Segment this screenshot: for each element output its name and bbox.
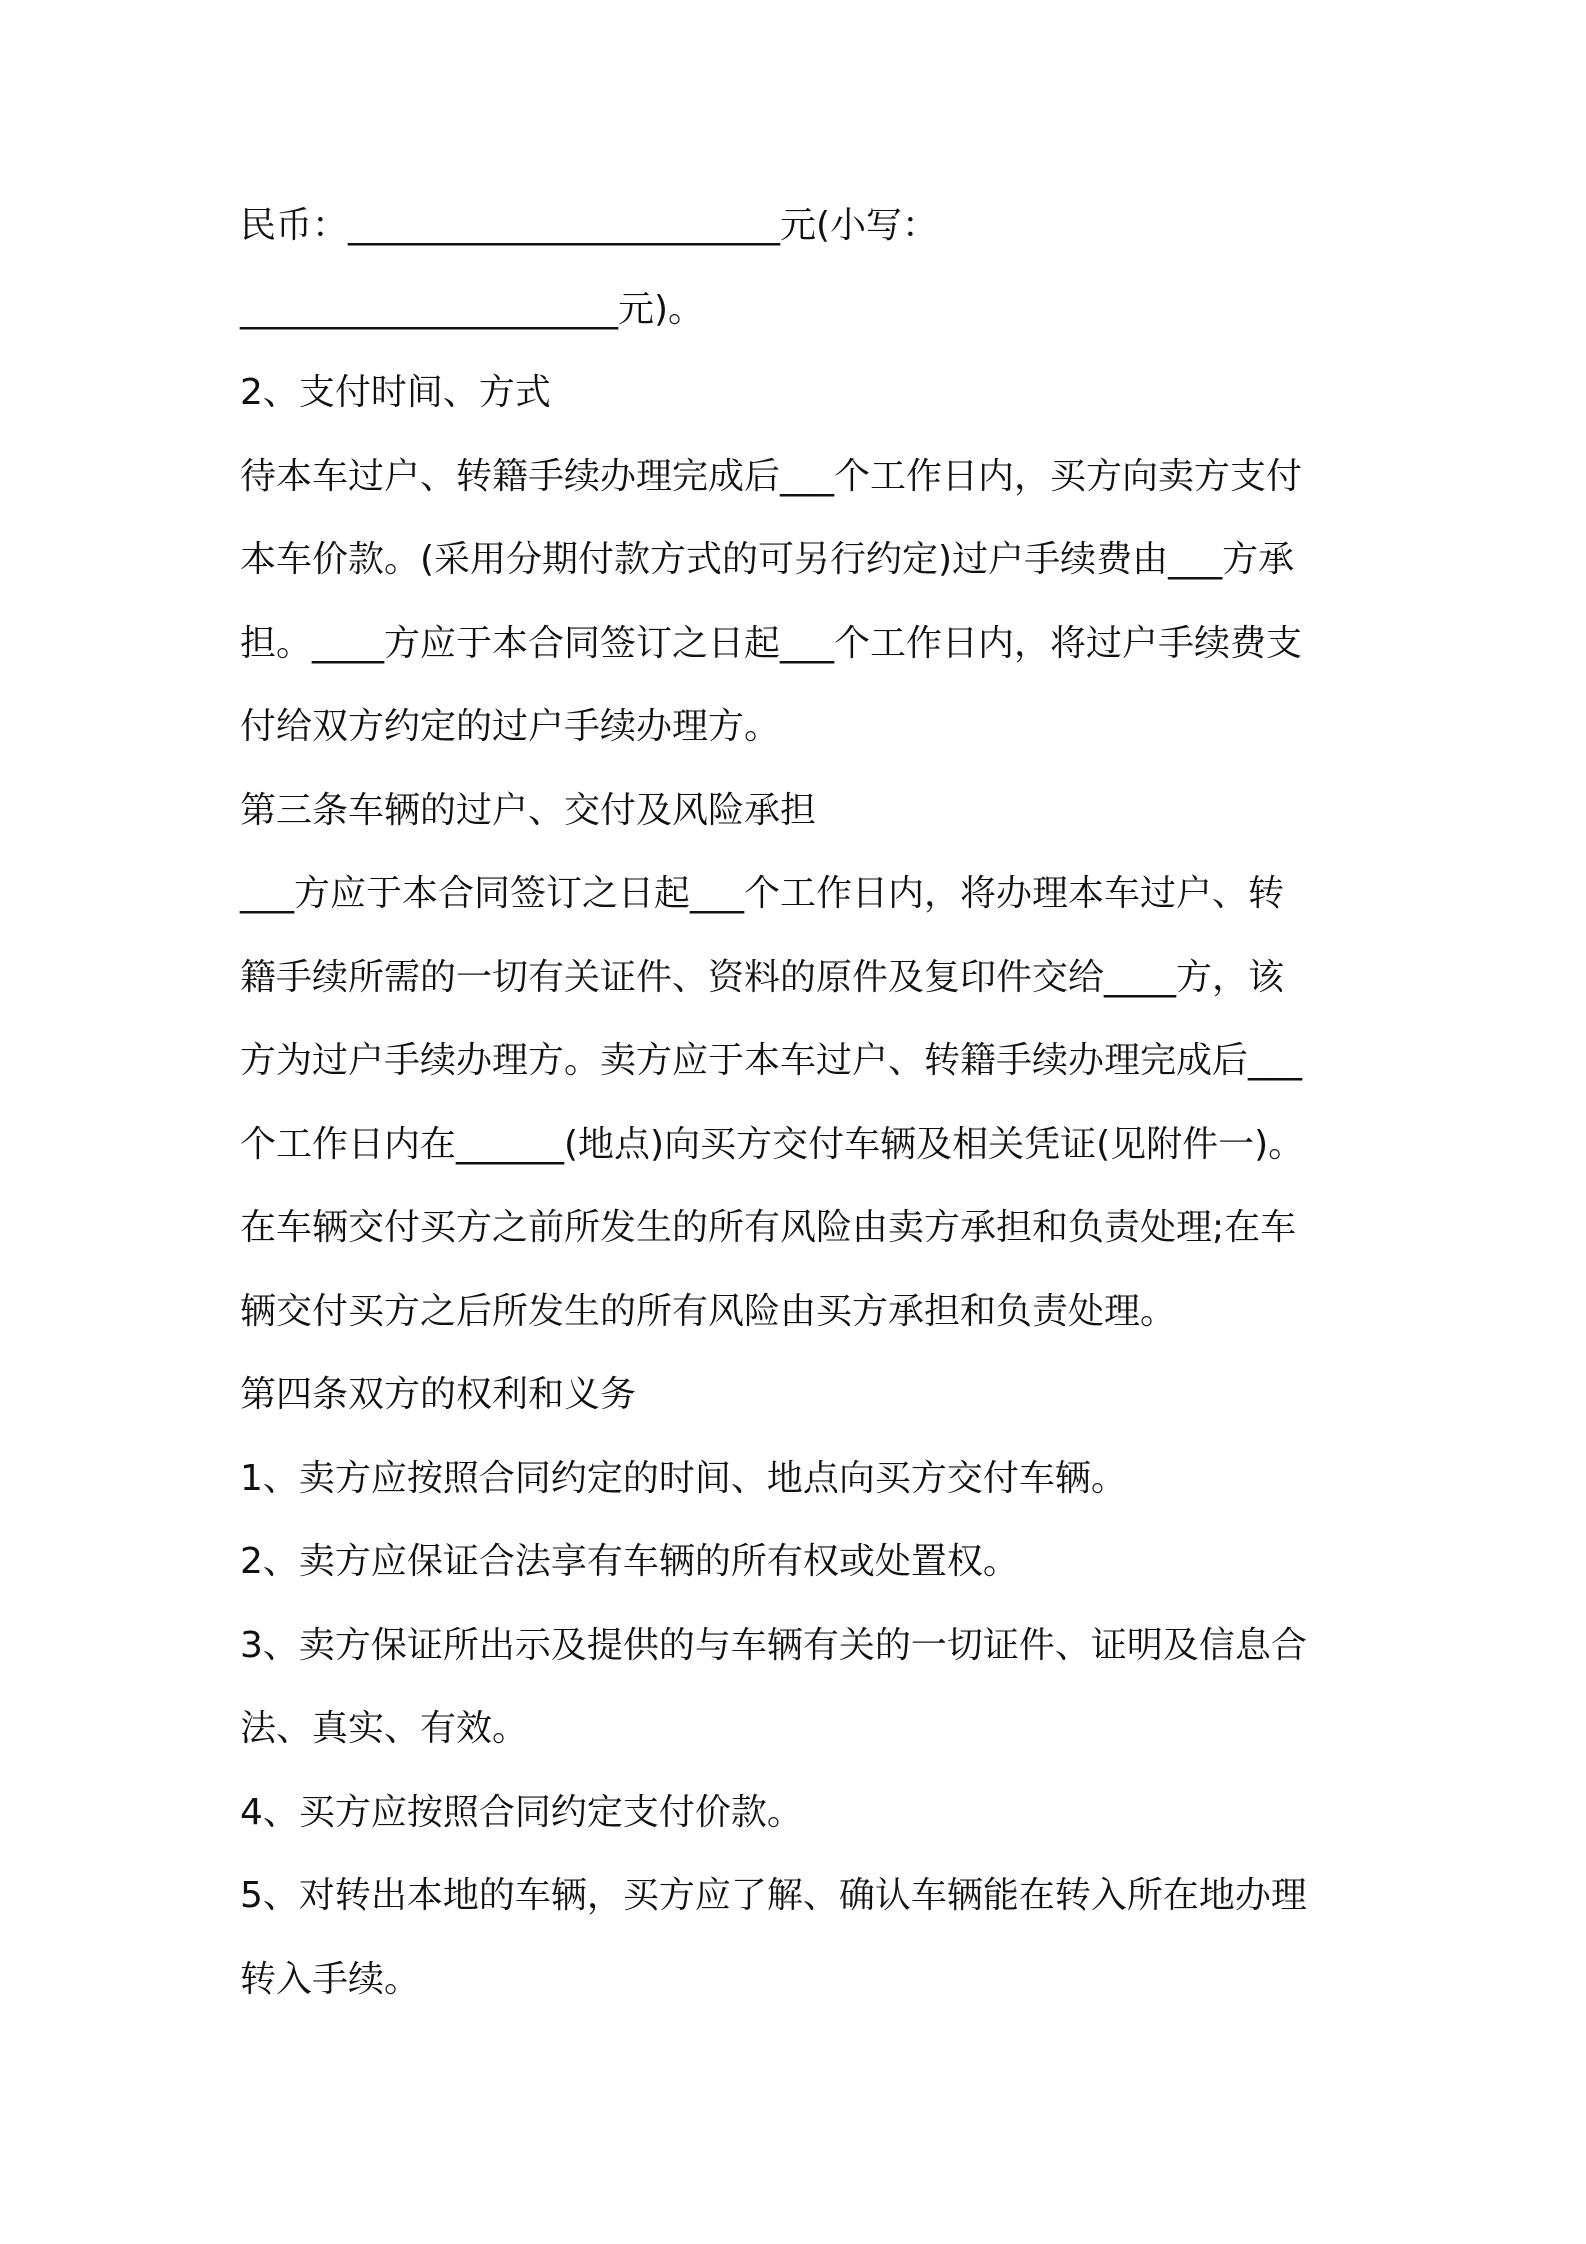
list-item: 4、买方应按照合同约定支付价款。	[240, 1791, 803, 1833]
text-line: 籍手续所需的一切有关证件、资料的原件及复印件交给____方，该	[240, 956, 1285, 998]
section-heading: 2、支付时间、方式	[240, 372, 551, 413]
text-line: 担。____方应于本合同签订之日起___个工作日内，将过户手续费支	[240, 622, 1303, 664]
text-line: 个工作日内在______(地点)向买方交付车辆及相关凭证(见附件一)。	[240, 1123, 1305, 1165]
text-line: 方为过户手续办理方。卖方应于本车过户、转籍手续办理完成后___	[240, 1040, 1303, 1081]
list-item: 1、卖方应按照合同约定的时间、地点向买方交付车辆。	[240, 1457, 1127, 1499]
text-line: ___方应于本合同签订之日起___个工作日内，将办理本车过户、转	[240, 873, 1285, 914]
text-line: 待本车过户、转籍手续办理完成后___个工作日内，买方向卖方支付	[240, 455, 1303, 497]
list-item-continuation: 转入手续。	[240, 1958, 421, 2000]
text-line: 在车辆交付买方之前所发生的所有风险由卖方承担和负责处理;在车	[240, 1207, 1297, 1248]
text-line: 辆交付买方之后所发生的所有风险由买方承担和负责处理。	[240, 1290, 1177, 1332]
text-line: _____________________元)。	[240, 288, 705, 330]
text-line: 付给双方约定的过户手续办理方。	[240, 706, 781, 747]
list-item: 3、卖方保证所出示及提供的与车辆有关的一切证件、证明及信息合	[240, 1624, 1307, 1666]
list-item: 5、对转出本地的车辆，买方应了解、确认车辆能在转入所在地办理	[240, 1875, 1307, 1916]
article-heading: 第三条车辆的过户、交付及风险承担	[240, 789, 817, 831]
text-line: 本车价款。(采用分期付款方式的可另行约定)过户手续费由___方承	[240, 539, 1295, 580]
document-body	[240, 196, 1360, 2033]
article-heading: 第四条双方的权利和义务	[240, 1374, 637, 1415]
list-item-continuation: 法、真实、有效。	[240, 1708, 529, 1749]
text-line: 民币：________________________元(小写：	[240, 205, 939, 246]
list-item: 2、卖方应保证合法享有车辆的所有权或处置权。	[240, 1541, 1019, 1582]
